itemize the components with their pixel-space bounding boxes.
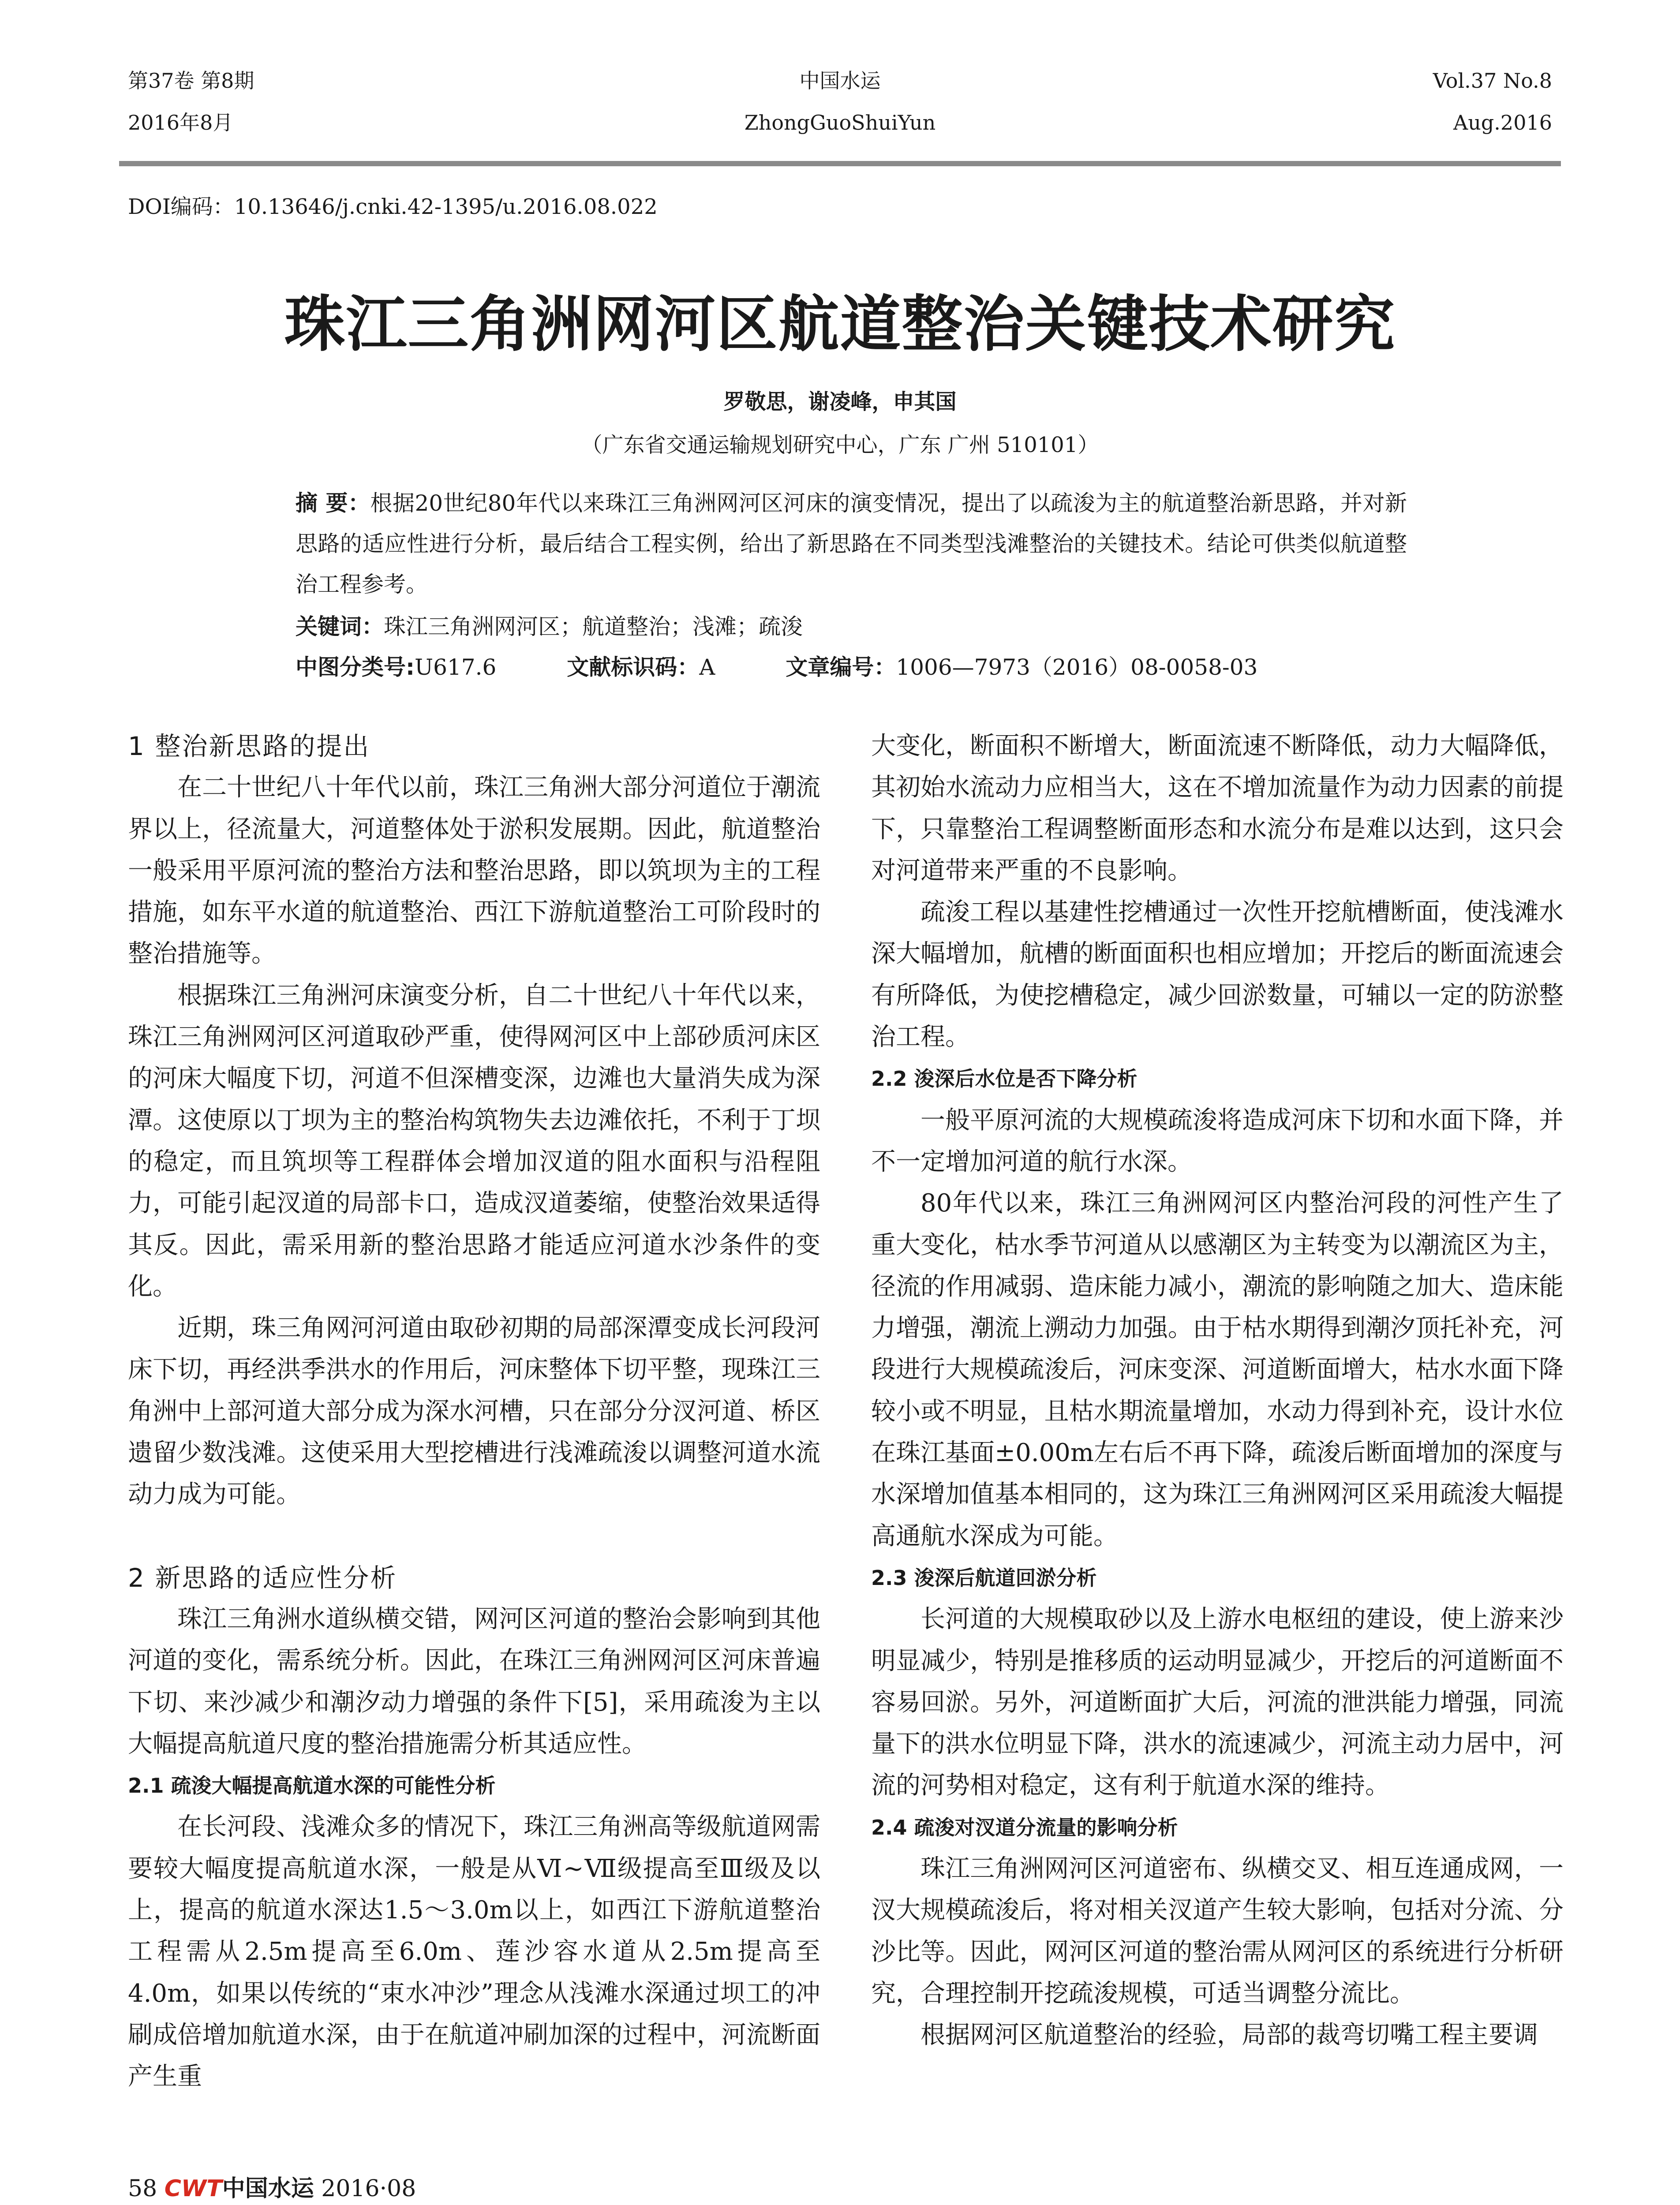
doc-code-label: 文献标识码： [567,654,700,680]
footer-issue: 2016·08 [321,2175,416,2202]
doi: DOI编码：10.13646/j.cnki.42-1395/u.2016.08.022 [128,194,658,219]
article-no-label: 文章编号： [786,654,896,680]
left-column [128,725,820,2098]
paragraph: 根据珠江三角洲河床演变分析，自二十世纪八十年代以来，珠江三角洲网河区河道取砂严重，使得网河区中上部砂质河床区的河床大幅度下切，河道不但深槽变深，边滩也大量消失成为深潭。这使原以丁坝为主的整治构筑物失去边滩依托，不利于丁坝的稳定，而且筑坝等工程群体会增加汊道的阻水面积与沿程阻力，可能引起汊道的局部卡口，造成汊道萎缩，使整治效果适得其反。因此，需采用新的整治思路才能适应河道水沙条件的变化。 [128,981,820,1301]
paragraph: 近期，珠三角网河河道由取砂初期的局部深潭变成长河段河床下切，再经洪季洪水的作用后，河床整体下切平整，现珠江三角洲中上部河道大部分成为深水河槽，只在部分分汊河道、桥区遗留少数浅滩。这使采用大型挖槽进行浅滩疏浚以调整河道水流动力成为可能。 [128,1314,820,1509]
keywords-text: 珠江三角洲网河区；航道整治；浅滩；疏浚 [384,614,803,639]
header-rule [119,161,1561,166]
section-spacer [128,1516,820,1557]
page-number: 58 [128,2175,157,2202]
right-column [871,725,1564,2056]
header-date-en: Aug.2016 [1453,111,1552,135]
paper-title: 珠江三角洲网河区航道整治关键技术研究 [284,288,1396,360]
section-heading: 1 整治新思路的提出 [128,731,370,761]
doc-code-value: A [699,654,715,680]
clc-value: U617.6 [415,654,497,680]
article-no-value: 1006—7973（2016）08-0058-03 [896,654,1258,680]
header-volume-issue: 第37卷 第8期 [128,69,254,93]
paragraph: 疏浚工程以基建性挖槽通过一次性开挖航槽断面，使浅滩水深大幅增加，航槽的断面面积也相应增加；开挖后的断面流速会有所降低，为使挖槽稳定，减少回淤数量，可辅以一定的防淤整治工程。 [871,898,1564,1052]
keywords [296,606,1407,647]
paragraph: 80年代以来，珠江三角洲网河区内整治河段的河性产生了重大变化，枯水季节河道从以感潮区为主转变为以潮流区为主，径流的作用减弱、造床能力减小，潮流的影响随之加大、造床能力增强，潮流上溯动力加强。由于枯水期得到潮汐顶托补充，河段进行大规模疏浚后，河床变深、河道断面增大，枯水水面下降较小或不明显，且枯水期流量增加，水动力得到补充，设计水位在珠江基面±0.00m左右后不再下降，疏浚后断面增加的深度与水深增加值基本相同的，这为珠江三角洲网河区采用疏浚大幅提高通航水深成为可能。 [871,1189,1564,1551]
header-journal-pinyin: ZhongGuoShuiYun [744,111,936,135]
cwt-logo: CWT [164,2175,222,2202]
paragraph: 大变化，断面积不断增大，断面流速不断降低，动力大幅降低，其初始水流动力应相当大，这在不增加流量作为动力因素的前提下，只靠整治工程调整断面形态和水流分布是难以达到，这只会对河道带来严重的不良影响。 [871,732,1564,885]
keywords-label: 关键词： [296,614,384,639]
abstract-label: 摘 要： [296,490,370,516]
classification-line [296,647,1486,688]
affiliation: （广东省交通运输规划研究中心，广东 广州 510101） [581,433,1099,457]
paragraph: 长河道的大规模取砂以及上游水电枢纽的建设，使上游来沙明显减少，特别是推移质的运动明显减少，开挖后的河道断面不容易回淤。另外，河道断面扩大后，河流的泄洪能力增强，同流量下的洪水位明显下降，洪水的流速减少，河流主动力居中，河流的河势相对稳定，这有利于航道水深的维持。 [871,1605,1564,1800]
subsection-heading: 2.2 浚深后水位是否下降分析 [871,1067,1137,1091]
subsection-heading: 2.1 疏浚大幅提高航道水深的可能性分析 [128,1774,496,1798]
paragraph: 根据网河区航道整治的经验，局部的裁弯切嘴工程主要调 [920,2021,1538,2050]
clc-label: 中图分类号: [296,654,415,680]
subsection-heading: 2.3 浚深后航道回淤分析 [871,1566,1097,1590]
paragraph: 在长河段、浅滩众多的情况下，珠江三角洲高等级航道网需要较大幅度提高航道水深，一般是从Ⅵ~Ⅶ级提高至Ⅲ级及以上，提高的航道水深达1.5～3.0m以上，如西江下游航道整治工程需从2.5m提高至6.0m、莲沙容水道从2.5m提高至4.0m，如果以传统的“束水冲沙”理念从浅滩水深通过坝工的冲刷成倍增加航道水深，由于在航道冲刷加深的过程中，河流断面产生重 [128,1813,820,2091]
authors: 罗敬思，谢凌峰，申其国 [723,389,957,414]
paragraph: 珠江三角洲网河区河道密布、纵横交叉、相互连通成网，一汊大规模疏浚后，将对相关汊道产生较大影响，包括对分流、分沙比等。因此，网河区河道的整治需从网河区的系统进行分析研究，合理控制开挖疏浚规模，可适当调整分流比。 [871,1854,1564,2008]
section-heading: 2 新思路的适应性分析 [128,1562,397,1593]
header-vol-en: Vol.37 No.8 [1433,69,1552,93]
paragraph: 一般平原河流的大规模疏浚将造成河床下切和水面下降，并不一定增加河道的航行水深。 [871,1106,1564,1176]
footer-journal-name: 中国水运 [222,2175,314,2202]
header-date: 2016年8月 [128,111,233,135]
abstract [296,483,1407,605]
subsection-heading: 2.4 疏浚对汊道分流量的影响分析 [871,1815,1178,1839]
paragraph: 在二十世纪八十年代以前，珠江三角洲大部分河道位于潮流界以上，径流量大，河道整体处于淤积发展期。因此，航道整治一般采用平原河流的整治方法和整治思路，即以筑坝为主的工程措施，如东平水道的航道整治、西江下游航道整治工可阶段时的整治措施等。 [128,773,820,968]
header-journal-name: 中国水运 [799,69,881,93]
paragraph: 珠江三角洲水道纵横交错，网河区河道的整治会影响到其他河道的变化，需系统分析。因此，在珠江三角洲网河区河床普遍下切、来沙减少和潮汐动力增强的条件下[5]，采用疏浚为主以大幅提高航道尺度的整治措施需分析其适应性。 [128,1604,820,1758]
abstract-text: 根据20世纪80年代以来珠江三角洲网河区河床的演变情况，提出了以疏浚为主的航道整治新思路，并对新思路的适应性进行分析，最后结合工程实例，给出了新思路在不同类型浅滩整治的关键技术。结论可供类似航道整治工程参考。 [296,490,1407,597]
page-footer [128,2170,416,2203]
